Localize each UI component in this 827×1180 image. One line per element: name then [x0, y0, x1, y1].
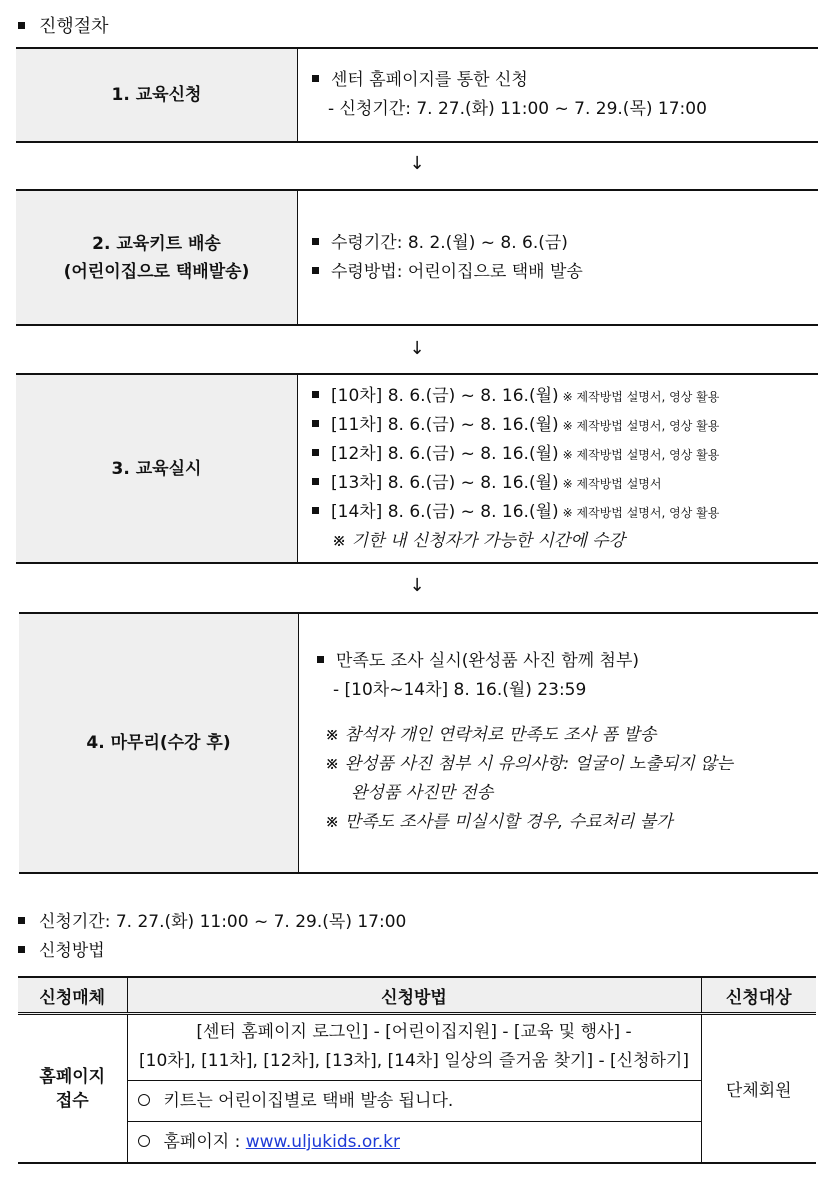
header-media: 신청매체 [18, 977, 127, 1014]
circle-bullet-icon [138, 1094, 150, 1106]
step-1-title: 1. 교육신청 [16, 49, 298, 141]
square-bullet-icon [312, 391, 319, 398]
media-cell: 홈페이지 접수 [18, 1014, 127, 1164]
method-cell [127, 1014, 701, 1164]
kit-note-row: 키트는 어린이집별로 택배 발송 됩니다. [128, 1080, 701, 1121]
application-table [18, 976, 816, 1164]
target-cell: 단체회원 [701, 1014, 816, 1164]
step-1-box [16, 47, 818, 143]
step-2-line-2: 수령방법: 어린이집으로 택배 발송 [312, 258, 818, 287]
step-3-title: 3. 교육실시 [16, 375, 298, 562]
step-2-title: 2. 교육키트 배송 (어린이집으로 택배발송) [16, 191, 298, 324]
method-line: [10차], [11차], [12차], [13차], [14차] 일상의 즐거움 찾기] - [신청하기] [139, 1051, 689, 1071]
homepage-link[interactable]: www.uljukids.or.kr [245, 1132, 400, 1152]
apply-period: 신청기간: 7. 27.(화) 11:00 ~ 7. 29.(목) 17:00 [18, 908, 406, 937]
step-1-line-1: 센터 홈페이지를 통한 신청 [312, 66, 818, 95]
step-4-note: ※ 참석자 개인 연락처로 만족도 조사 폼 발송 [325, 725, 657, 745]
square-bullet-icon [312, 420, 319, 427]
down-arrow-icon: ↓ [409, 575, 425, 596]
square-bullet-icon [312, 75, 319, 82]
step-3-footnote: ※ 기한 내 신청자가 가능한 시간에 수강 [332, 531, 625, 551]
session-row: [12차] 8. 6.(금) ~ 8. 16.(월) ※ 제작방법 설명서, 영상 활용 [312, 440, 818, 469]
header-method: 신청방법 [127, 977, 701, 1014]
header-target: 신청대상 [701, 977, 816, 1014]
session-row: [13차] 8. 6.(금) ~ 8. 16.(월) ※ 제작방법 설명서 [312, 469, 818, 498]
step-2-line-1: 수령기간: 8. 2.(월) ~ 8. 6.(금) [312, 229, 818, 258]
square-bullet-icon [312, 267, 319, 274]
square-bullet-icon [312, 507, 319, 514]
square-bullet-icon [18, 917, 25, 924]
step-4-title: 4. 마무리(수강 후) [19, 614, 299, 872]
down-arrow-icon: ↓ [409, 338, 425, 359]
step-2-content [298, 191, 818, 324]
session-row: [14차] 8. 6.(금) ~ 8. 16.(월) ※ 제작방법 설명서, 영상 활용 [312, 498, 818, 527]
step-3-box [16, 373, 818, 564]
step-2-box [16, 189, 818, 326]
square-bullet-icon [18, 946, 25, 953]
section-title: 진행절차 [18, 12, 109, 38]
step-4-note: ※ 만족도 조사를 미실시할 경우, 수료처리 불가 [325, 812, 673, 832]
step-4-line-1: 만족도 조사 실시(완성품 사진 함께 첨부) [317, 647, 818, 676]
session-row: [10차] 8. 6.(금) ~ 8. 16.(월) ※ 제작방법 설명서, 영상 활용 [312, 382, 818, 411]
step-3-content [298, 375, 818, 562]
square-bullet-icon [312, 238, 319, 245]
step-1-content [298, 49, 818, 141]
step-4-content [299, 614, 818, 872]
square-bullet-icon [312, 449, 319, 456]
step-4-box [19, 612, 818, 874]
session-row: [11차] 8. 6.(금) ~ 8. 16.(월) ※ 제작방법 설명서, 영상 활용 [312, 411, 818, 440]
square-bullet-icon [317, 656, 324, 663]
step-4-note: ※ 완성품 사진 첨부 시 유의사항: 얼굴이 노출되지 않는 [325, 754, 734, 774]
square-bullet-icon [312, 478, 319, 485]
apply-method-title: 신청방법 [18, 937, 105, 966]
step-1-line-2: - 신청기간: 7. 27.(화) 11:00 ~ 7. 29.(목) 17:00 [328, 99, 707, 119]
method-line: [센터 홈페이지 로그인] - [어린이집지원] - [교육 및 행사] - [196, 1022, 632, 1042]
square-bullet-icon [18, 22, 25, 29]
step-4-note: 완성품 사진만 전송 [351, 783, 494, 803]
homepage-row: 홈페이지 : www.uljukids.or.kr [128, 1121, 701, 1162]
step-4-line-2: - [10차~14차] 8. 16.(월) 23:59 [333, 680, 587, 700]
circle-bullet-icon [138, 1135, 150, 1147]
down-arrow-icon: ↓ [409, 153, 425, 174]
